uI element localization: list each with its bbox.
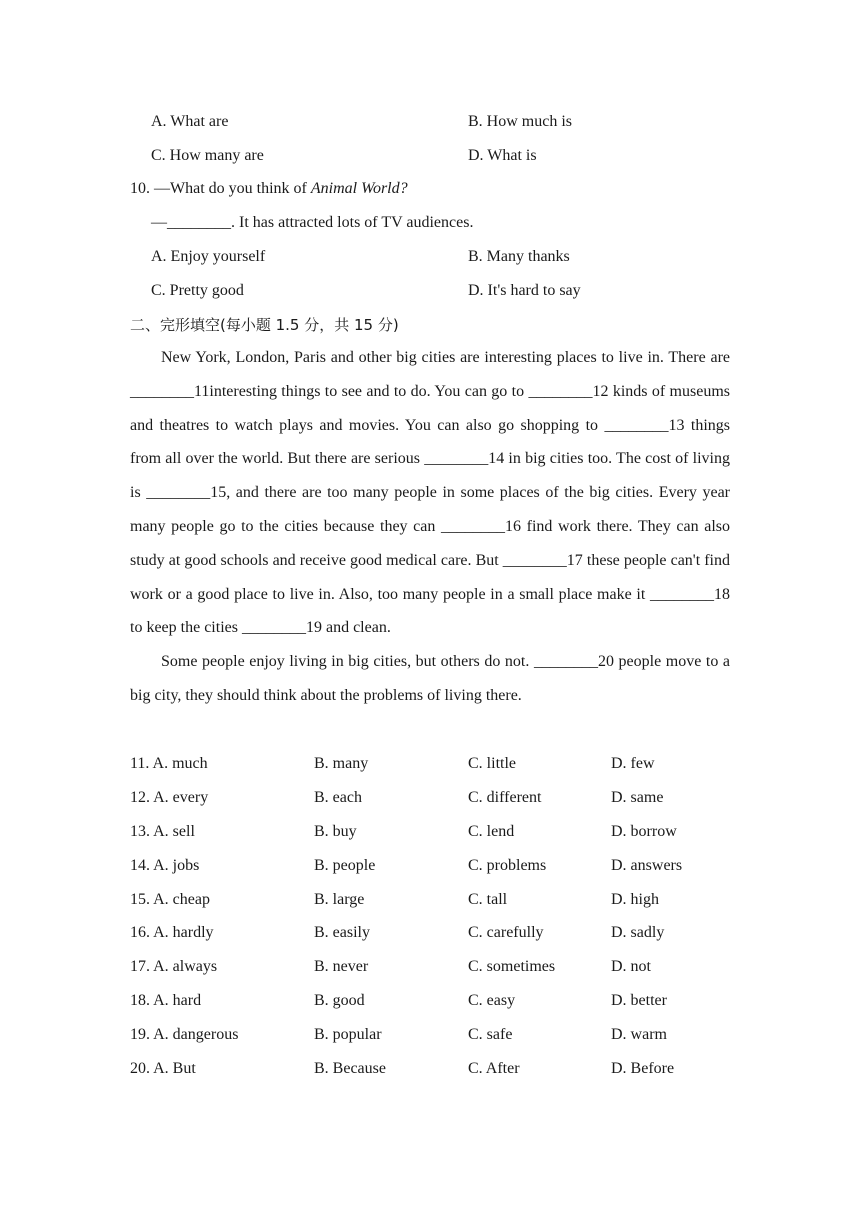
option-row-19 xyxy=(130,1025,730,1059)
option-c: C. easy xyxy=(468,992,516,1010)
q10-prompt xyxy=(130,179,408,199)
q10-prompt-text: 10. —What do you think of xyxy=(130,180,311,197)
option-d: D. borrow xyxy=(611,822,677,840)
option-row-14 xyxy=(130,856,730,890)
option-b: B. buy xyxy=(314,822,357,840)
option-d: D. same xyxy=(611,788,664,806)
option-d: D. sadly xyxy=(611,924,665,942)
q10-option-c: C. Pretty good xyxy=(151,282,244,299)
option-a: 14. A. jobs xyxy=(130,856,200,874)
option-c: C. carefully xyxy=(468,924,544,942)
option-b: B. people xyxy=(314,856,376,874)
q9-option-c: C. How many are xyxy=(151,147,264,164)
option-b: B. good xyxy=(314,992,365,1010)
option-row-15 xyxy=(130,890,730,924)
option-a: 13. A. sell xyxy=(130,822,195,840)
q10-prompt-title: Animal World? xyxy=(310,180,408,197)
option-d: D. answers xyxy=(611,856,683,874)
option-b: B. each xyxy=(314,788,362,806)
option-d: D. warm xyxy=(611,1026,667,1044)
section-heading: 二、完形填空(每小题 1.5 分，共 15 分) xyxy=(130,316,399,334)
option-b: B. Because xyxy=(314,1060,386,1078)
option-d: D. few xyxy=(611,755,655,772)
option-row-11 xyxy=(130,754,730,788)
q10-option-b: B. Many thanks xyxy=(468,248,570,265)
passage-paragraph-2: Some people enjoy living in big cities, but others do not. ________20 people move to a big city, they should think about the problems of living there. xyxy=(130,653,730,704)
option-c: C. tall xyxy=(468,890,508,908)
passage-paragraph-1: New York, London, Paris and other big cities are interesting places to live in. There are ________11interesting things to see and to do. You can go to ________12 kinds of museums and theatres to watch plays and movies. You can also go shopping to ________13 things from all over the world. But there are serious ________14 in big cities too. The cost of living is ________15, and there are too many people in some places of the big cities. Every year many people go to the cities because they can ________16 find work there. They can also study at good schools and receive good medical care. But ________17 these people can't find work or a good place to live in. Also, too many people in a small place make it ________18 to keep the cities ________19 and clean. xyxy=(130,349,730,637)
option-b: B. never xyxy=(314,958,369,976)
q9-option-b: B. How much is xyxy=(468,113,572,130)
option-d: D. Before xyxy=(611,1060,675,1078)
option-c: C. safe xyxy=(468,1026,513,1044)
option-d: D. not xyxy=(611,958,651,976)
option-b: B. popular xyxy=(314,1026,382,1044)
option-row-12 xyxy=(130,788,730,822)
option-a: 16. A. hardly xyxy=(130,924,214,942)
q9-option-a: A. What are xyxy=(151,113,229,130)
option-c: C. lend xyxy=(468,822,515,840)
option-c: C. problems xyxy=(468,856,547,874)
option-a: 11. A. much xyxy=(130,755,208,772)
option-b: B. easily xyxy=(314,924,370,942)
option-c: C. different xyxy=(468,788,542,806)
option-d: D. better xyxy=(611,992,667,1010)
option-row-13 xyxy=(130,822,730,856)
option-a: 18. A. hard xyxy=(130,992,202,1010)
option-c: C. little xyxy=(468,755,516,772)
q10-option-d: D. It's hard to say xyxy=(468,282,581,299)
option-c: C. sometimes xyxy=(468,958,556,976)
option-row-16 xyxy=(130,923,730,957)
option-row-17 xyxy=(130,957,730,991)
q10-option-a: A. Enjoy yourself xyxy=(151,248,266,265)
option-a: 20. A. But xyxy=(130,1060,196,1078)
cloze-options xyxy=(130,754,730,1093)
option-a: 19. A. dangerous xyxy=(130,1026,239,1044)
option-a: 17. A. always xyxy=(130,958,218,976)
q9-option-d: D. What is xyxy=(468,147,537,164)
option-row-18 xyxy=(130,991,730,1025)
option-a: 12. A. every xyxy=(130,788,209,806)
option-b: B. large xyxy=(314,890,365,908)
cloze-passage xyxy=(130,341,730,713)
option-b: B. many xyxy=(314,755,369,772)
option-a: 15. A. cheap xyxy=(130,890,210,908)
option-c: C. After xyxy=(468,1060,520,1078)
q10-reply: —________. It has attracted lots of TV audiences. xyxy=(151,214,474,231)
option-row-20 xyxy=(130,1059,730,1093)
option-d: D. high xyxy=(611,890,659,908)
